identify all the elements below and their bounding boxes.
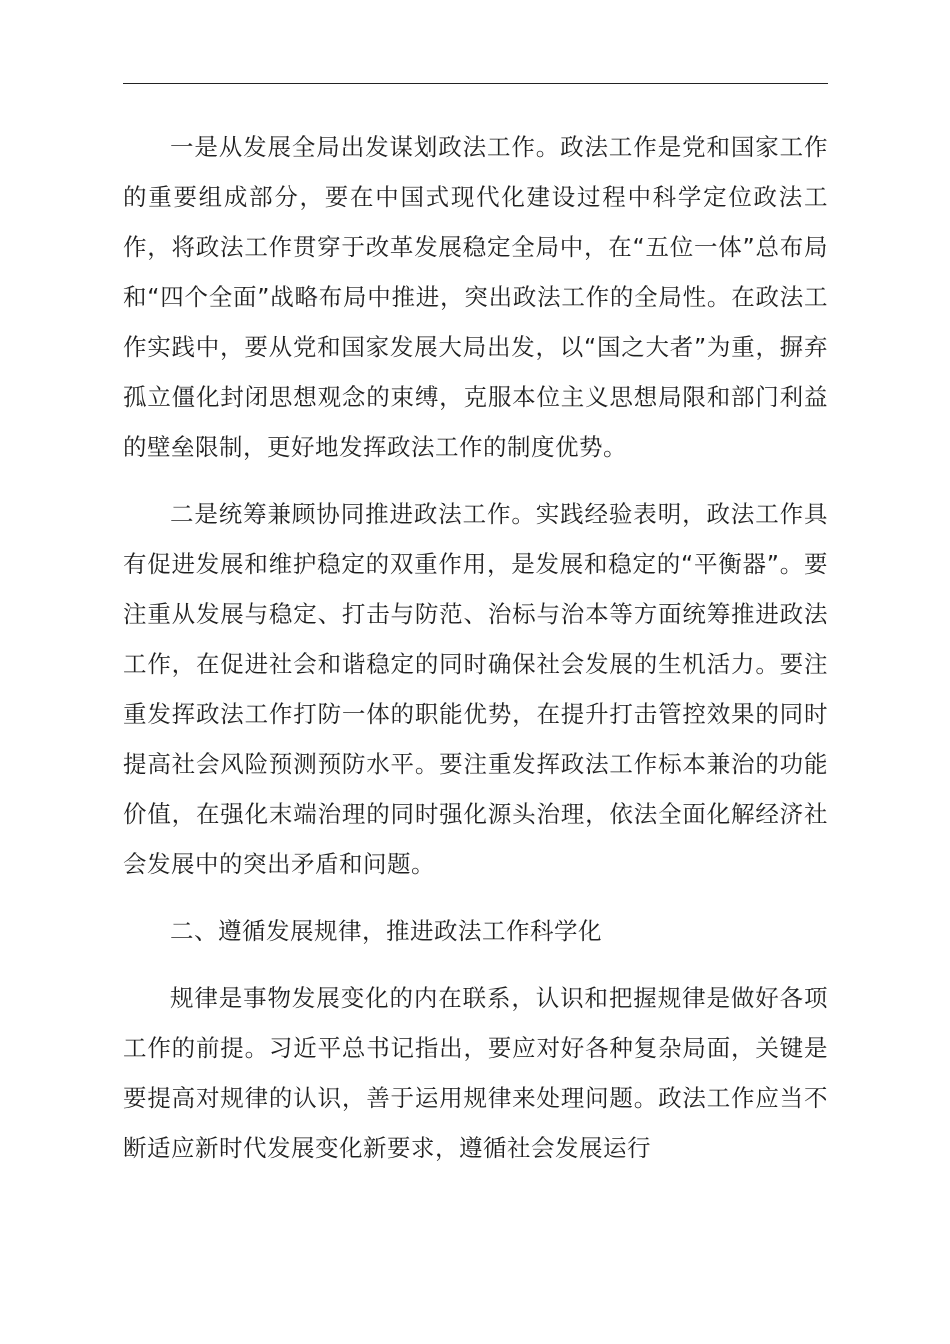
header-divider — [123, 83, 828, 84]
paragraph-overall-planning: 一是从发展全局出发谋划政法工作。政法工作是党和国家工作的重要组成部分，要在中国式现代化建设过程中科学定位政法工作，将政法工作贯穿于改革发展稳定全局中，在“五位一体”总布局和“四个全面”战略布局中推进，突出政法工作的全局性。在政法工作实践中，要从党和国家发展大局出发，以“国之大者”为重，摒弃孤立僵化封闭思想观念的束缚，克服本位主义思想局限和部门利益的壁垒限制，更好地发挥政法工作的制度优势。 — [123, 133, 828, 461]
paragraph-development-laws: 规律是事物发展变化的内在联系，认识和把握规律是做好各项工作的前提。习近平总书记指出，要应对好各种复杂局面，关键是要提高对规律的认识，善于运用规律来处理问题。政法工作应当不断适应新时代发展变化新要求，遵循社会发展运行 — [123, 984, 828, 1162]
document-body — [123, 122, 828, 1173]
section-heading-follow-development-laws: 二、遵循发展规律，推进政法工作科学化 — [170, 917, 602, 945]
paragraph-coordinated-advancement: 二是统筹兼顾协同推进政法工作。实践经验表明，政法工作具有促进发展和维护稳定的双重作用，是发展和稳定的“平衡器”。要注重从发展与稳定、打击与防范、治标与治本等方面统筹推进政法工作，在促进社会和谐稳定的同时确保社会发展的生机活力。要注重发挥政法工作打防一体的职能优势，在提升打击管控效果的同时提高社会风险预测预防水平。要注重发挥政法工作标本兼治的功能价值，在强化末端治理的同时强化源头治理，依法全面化解经济社会发展中的突出矛盾和问题。 — [123, 500, 828, 878]
